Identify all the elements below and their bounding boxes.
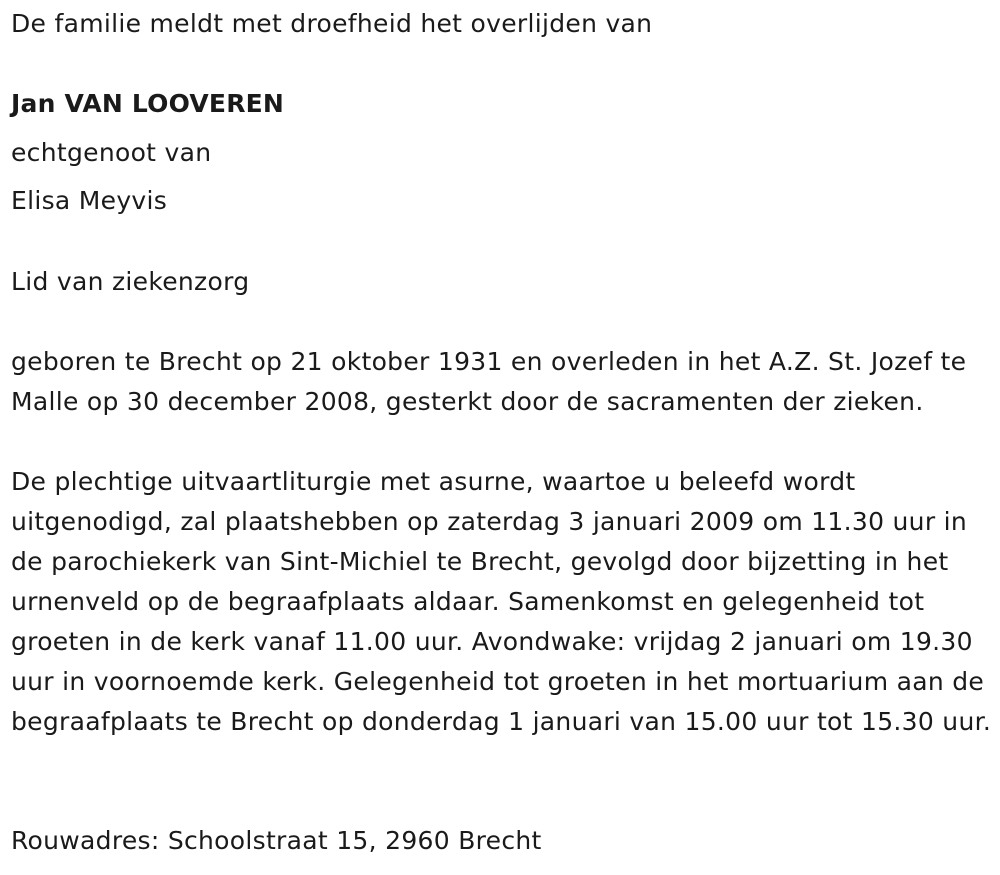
spouse-name: Elisa Meyvis <box>11 186 168 215</box>
membership-text: Lid van ziekenzorg <box>11 267 250 296</box>
intro-text: De familie meldt met droefheid het overlijden van <box>11 9 653 38</box>
spouse-label: echtgenoot van <box>11 138 212 167</box>
mourning-address: Rouwadres: Schoolstraat 15, 2960 Brecht <box>11 826 542 855</box>
birth-death-paragraph: geboren te Brecht op 21 oktober 1931 en overleden in het A.Z. St. Jozef te Malle op 30 december 2008, gesterkt door de sacramenten der zieken. <box>11 347 967 416</box>
funeral-details-paragraph: De plechtige uitvaartliturgie met asurne, waartoe u beleefd wordt uitgenodigd, zal plaatshebben op zaterdag 3 januari 2009 om 11.30 uur in de parochiekerk van Sint-Michiel te Brecht, gevolgd door bijzetting in het urnenveld op de begraafplaats aldaar. Samenkomst en gelegenheid tot groeten in de kerk vanaf 11.00 uur. Avondwake: vrijdag 2 januari om 19.30 uur in voornoemde kerk. Gelegenheid tot groeten in het mortuarium aan de begraafplaats te Brecht op donderdag 1 januari van 15.00 uur tot 15.30 uur. <box>11 467 992 736</box>
deceased-name: Jan VAN LOOVEREN <box>11 89 285 118</box>
